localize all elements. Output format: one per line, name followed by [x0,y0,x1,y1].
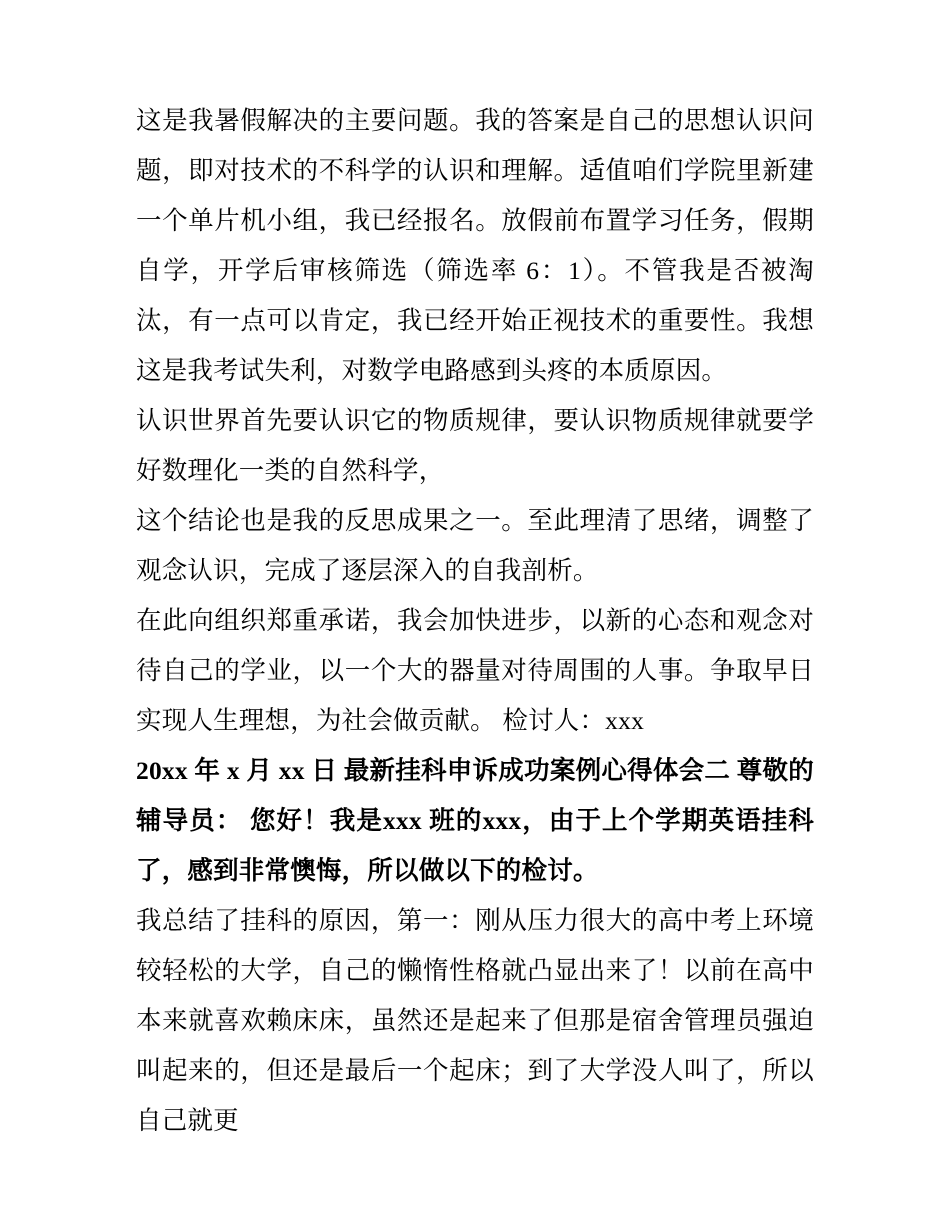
paragraph-3: 这个结论也是我的反思成果之一。至此理清了思绪，调整了观念认识，完成了逐层深入的自我剖析。 [136,506,814,585]
paragraph-1: 这是我暑假解决的主要问题。我的答案是自己的思想认识问题，即对技术的不科学的认识和理解。适值咱们学院里新建一个单片机小组，我已经报名。放假前布置学习任务，假期自学，开学后审核筛选（筛选率 6：1）。不管我是否被淘汰，有一点可以肯定，我已经开始正视技术的重要性。我想这是我考试失利，对数学电路感到头疼的本质原因。 [136,106,814,385]
paragraph-6: 我总结了挂科的原因，第一：刚从压力很大的高中考上环境较轻松的大学，自己的懒惰性格就凸显出来了！以前在高中本来就喜欢赖床床，虽然还是起来了但那是宿舍管理员强迫叫起来的，但还是最后一个起床；到了大学没人叫了，所以自己就更 [136,906,814,1135]
paragraph-2: 认识世界首先要认识它的物质规律，要认识物质规律就要学好数理化一类的自然科学， [136,406,814,485]
document-body [136,96,814,1146]
paragraph-5-heading: 20xx 年 x 月 xx 日 最新挂科申诉成功案例心得体会二 尊敬的辅导员： 您好！我是xxx 班的xxx，由于上个学期英语挂科了，感到非常懊悔，所以做以下的检讨。 [136,756,814,885]
paragraph-4: 在此向组织郑重承诺，我会加快进步，以新的心态和观念对待自己的学业，以一个大的器量对待周围的人事。争取早日实现人生理想，为社会做贡献。 检讨人：xxx [136,606,814,735]
